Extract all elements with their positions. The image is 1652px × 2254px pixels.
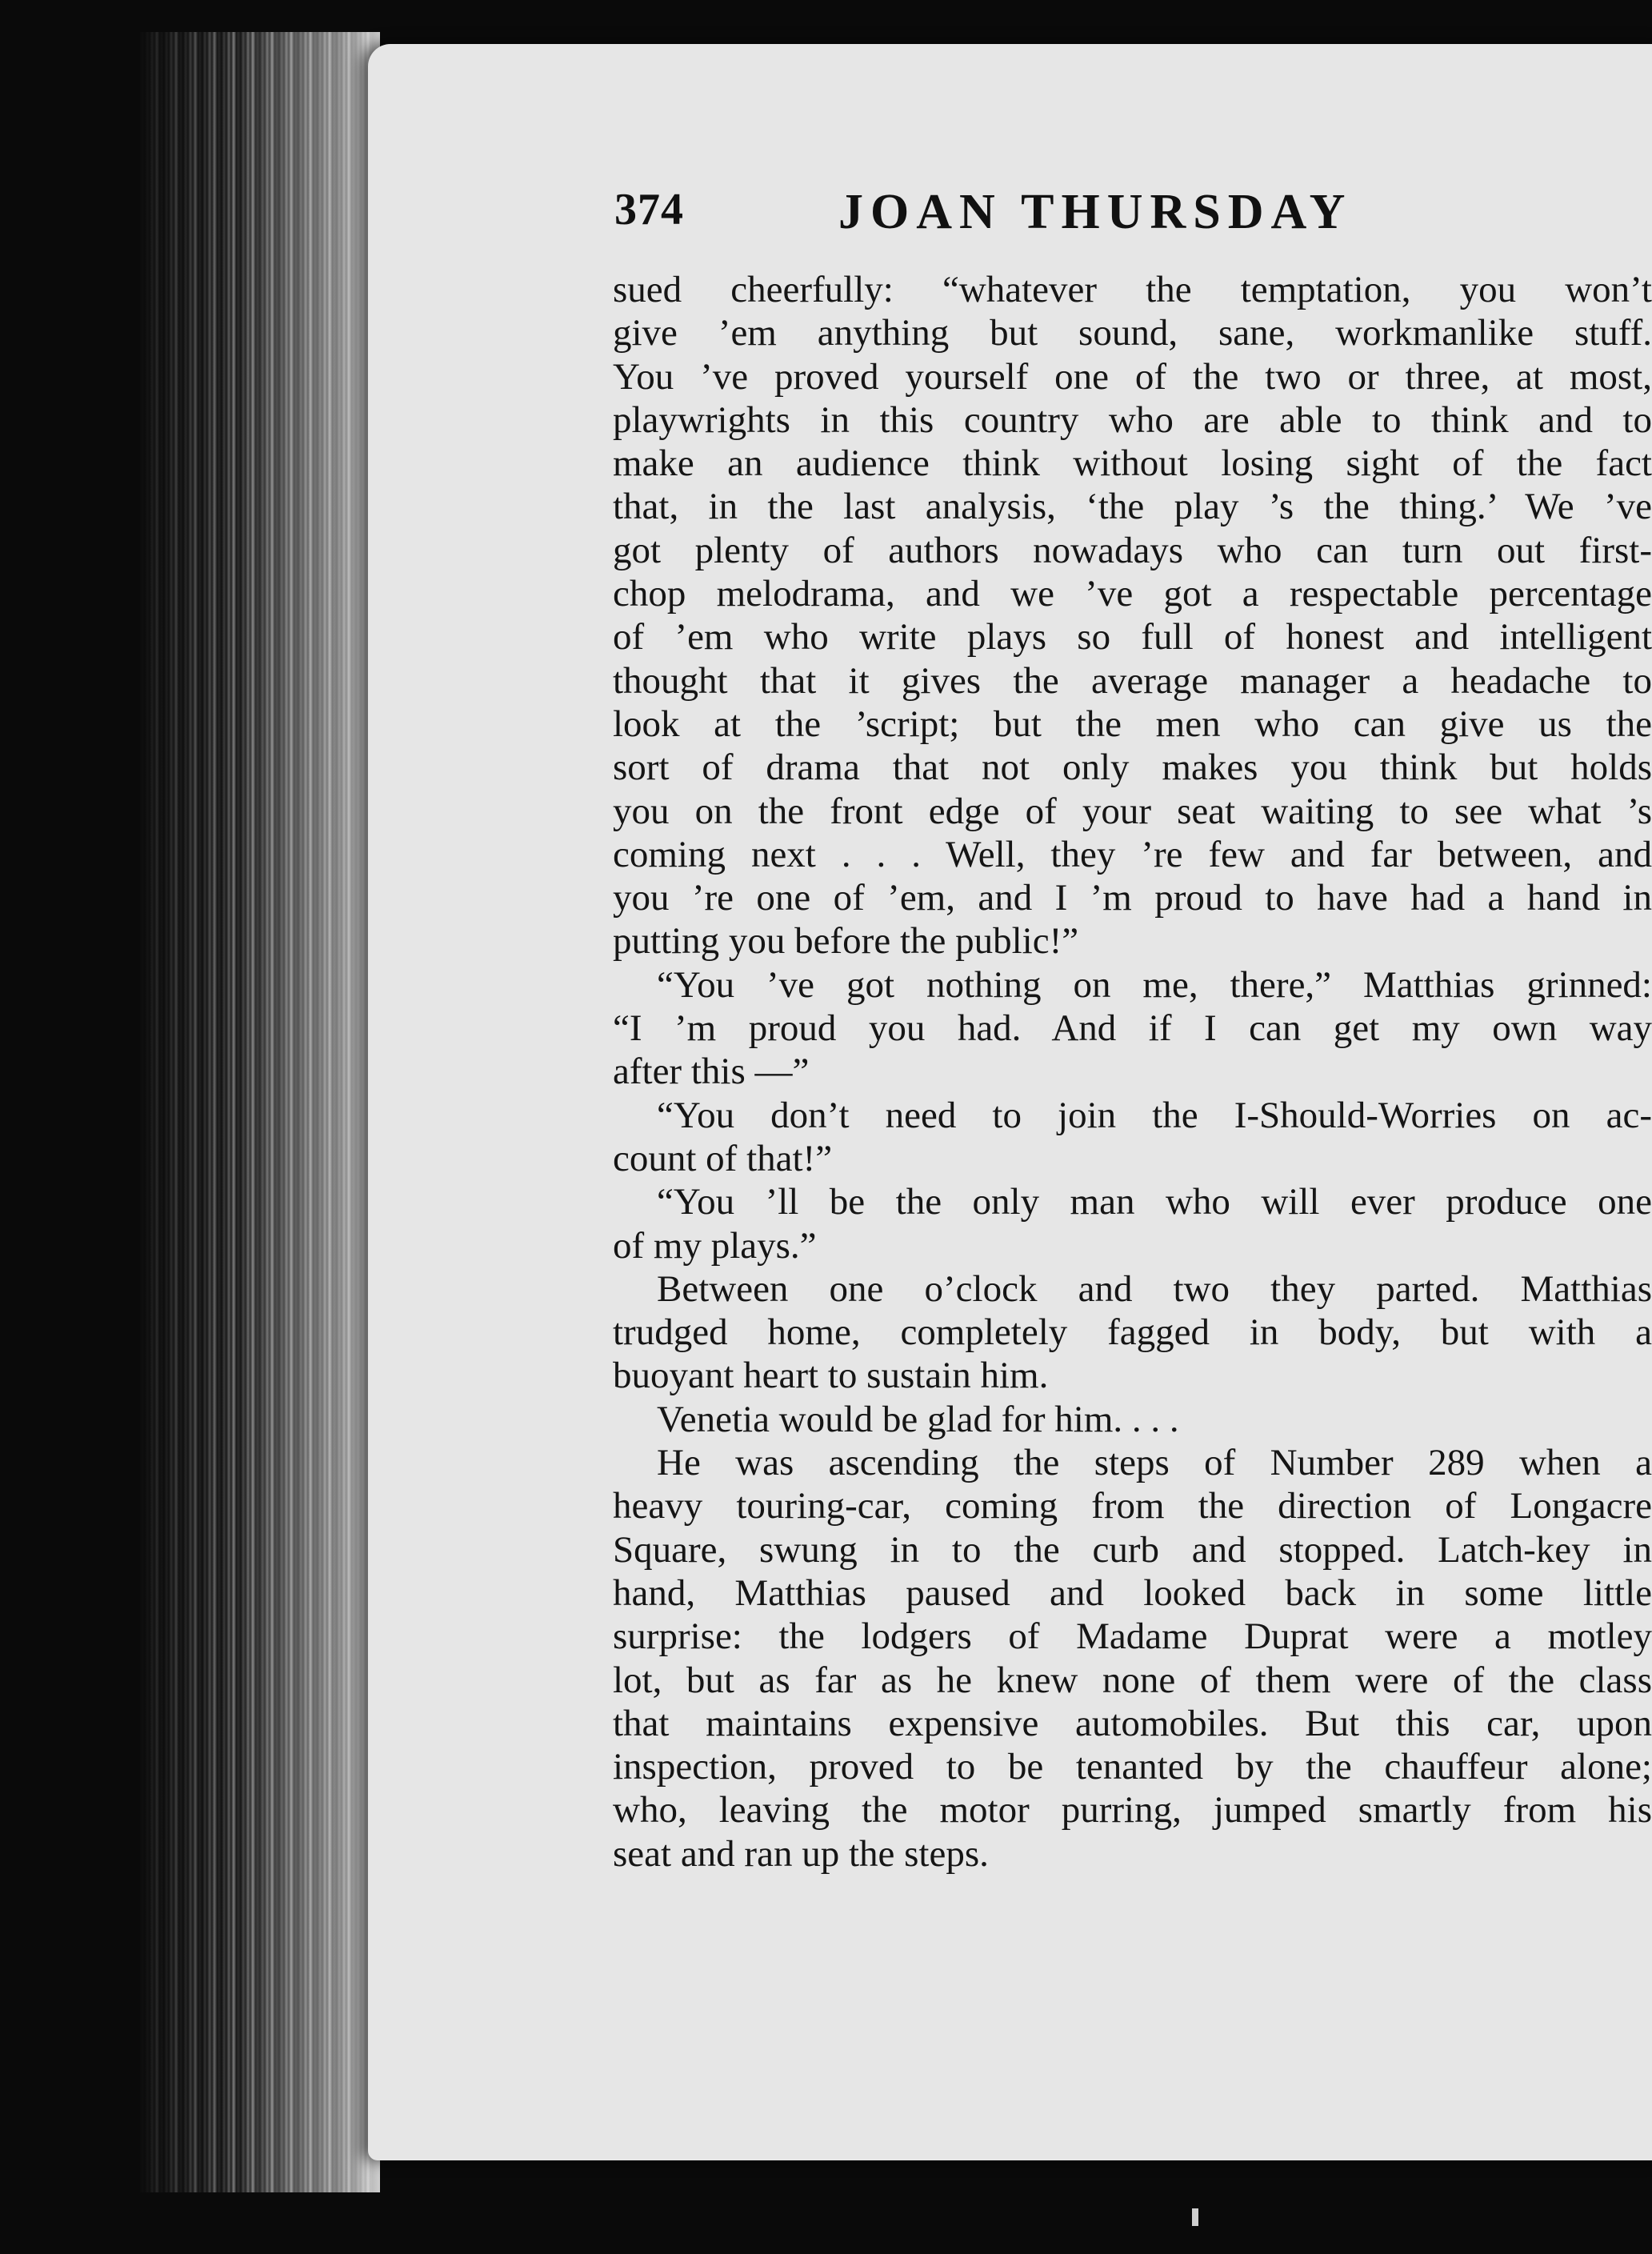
text-line: trudged home, completely fagged in body, but with a (613, 1311, 1652, 1354)
page-header (614, 184, 1652, 248)
scan-speck (1192, 2208, 1198, 2226)
text-line: Square, swung in to the curb and stopped. Latch-key in (613, 1528, 1652, 1571)
text-line: You ’ve proved yourself one of the two or three, at most, (613, 355, 1652, 398)
text-line: “You ’ll be the only man who will ever produce one (657, 1181, 1652, 1223)
page-edge-shadow (140, 32, 380, 2192)
text-line: of ’em who write plays so full of honest and intelligent (613, 616, 1652, 659)
text-line: sued cheerfully: “whatever the temptation, you won’t (613, 269, 1652, 310)
text-line: inspection, proved to be tenanted by the chauffeur alone; (613, 1746, 1652, 1788)
running-title: JOAN THURSDAY (838, 185, 1353, 239)
text-line: Between one o’clock and two they parted. Matthias (657, 1267, 1652, 1310)
text-line: chop melodrama, and we ’ve got a respectable percentage (613, 573, 1652, 615)
text-line: heavy touring-car, coming from the direction of Longacre (613, 1485, 1652, 1527)
text-line: He was ascending the steps of Number 289 when a (657, 1442, 1652, 1484)
text-line: lot, but as far as he knew none of them were of the class (613, 1659, 1652, 1701)
text-line: look at the ’script; but the men who can give us the (613, 703, 1652, 745)
body-text (613, 268, 1652, 1876)
text-line: who, leaving the motor purring, jumped smartly from his (613, 1789, 1652, 1832)
text-line: after this —” (613, 1051, 810, 1093)
text-line: playwrights in this country who are able to think and to (613, 398, 1652, 441)
text-line: sort of drama that not only makes you think but holds (613, 747, 1652, 789)
text-line: coming next . . . Well, they ’re few and far between, and (613, 833, 1652, 875)
page-number: 374 (614, 185, 684, 234)
text-line: got plenty of authors nowadays who can turn out first- (613, 529, 1652, 571)
text-line: that maintains expensive automobiles. But this car, upon (613, 1702, 1652, 1744)
text-line: of my plays.” (613, 1224, 817, 1267)
text-line: surprise: the lodgers of Madame Duprat were a motley (613, 1615, 1652, 1658)
text-line: Venetia would be glad for him. . . . (657, 1398, 1179, 1440)
text-line: “You don’t need to join the I-Should-Worries on ac- (657, 1094, 1652, 1136)
text-line: you ’re one of ’em, and I ’m proud to have had a hand in (613, 877, 1652, 919)
text-line: make an audience think without losing sight of the fact (613, 442, 1652, 485)
text-line: count of that!” (613, 1137, 833, 1179)
text-line: that, in the last analysis, ‘the play ’s the thing.’ We ’ve (613, 486, 1652, 528)
text-line: buoyant heart to sustain him. (613, 1355, 1049, 1397)
text-line: seat and ran up the steps. (613, 1832, 989, 1875)
text-line: thought that it gives the average manager a headache to (613, 659, 1652, 702)
text-line: putting you before the public!” (613, 920, 1079, 963)
text-line: give ’em anything but sound, sane, workmanlike stuff. (613, 312, 1652, 354)
text-line: you on the front edge of your seat waiting to see what ’s (613, 790, 1652, 832)
text-line: “You ’ve got nothing on me, there,” Matthias grinned: (657, 963, 1652, 1006)
text-line: hand, Matthias paused and looked back in some little (613, 1571, 1652, 1614)
text-line: “I ’m proud you had. And if I can get my own way (613, 1007, 1652, 1050)
